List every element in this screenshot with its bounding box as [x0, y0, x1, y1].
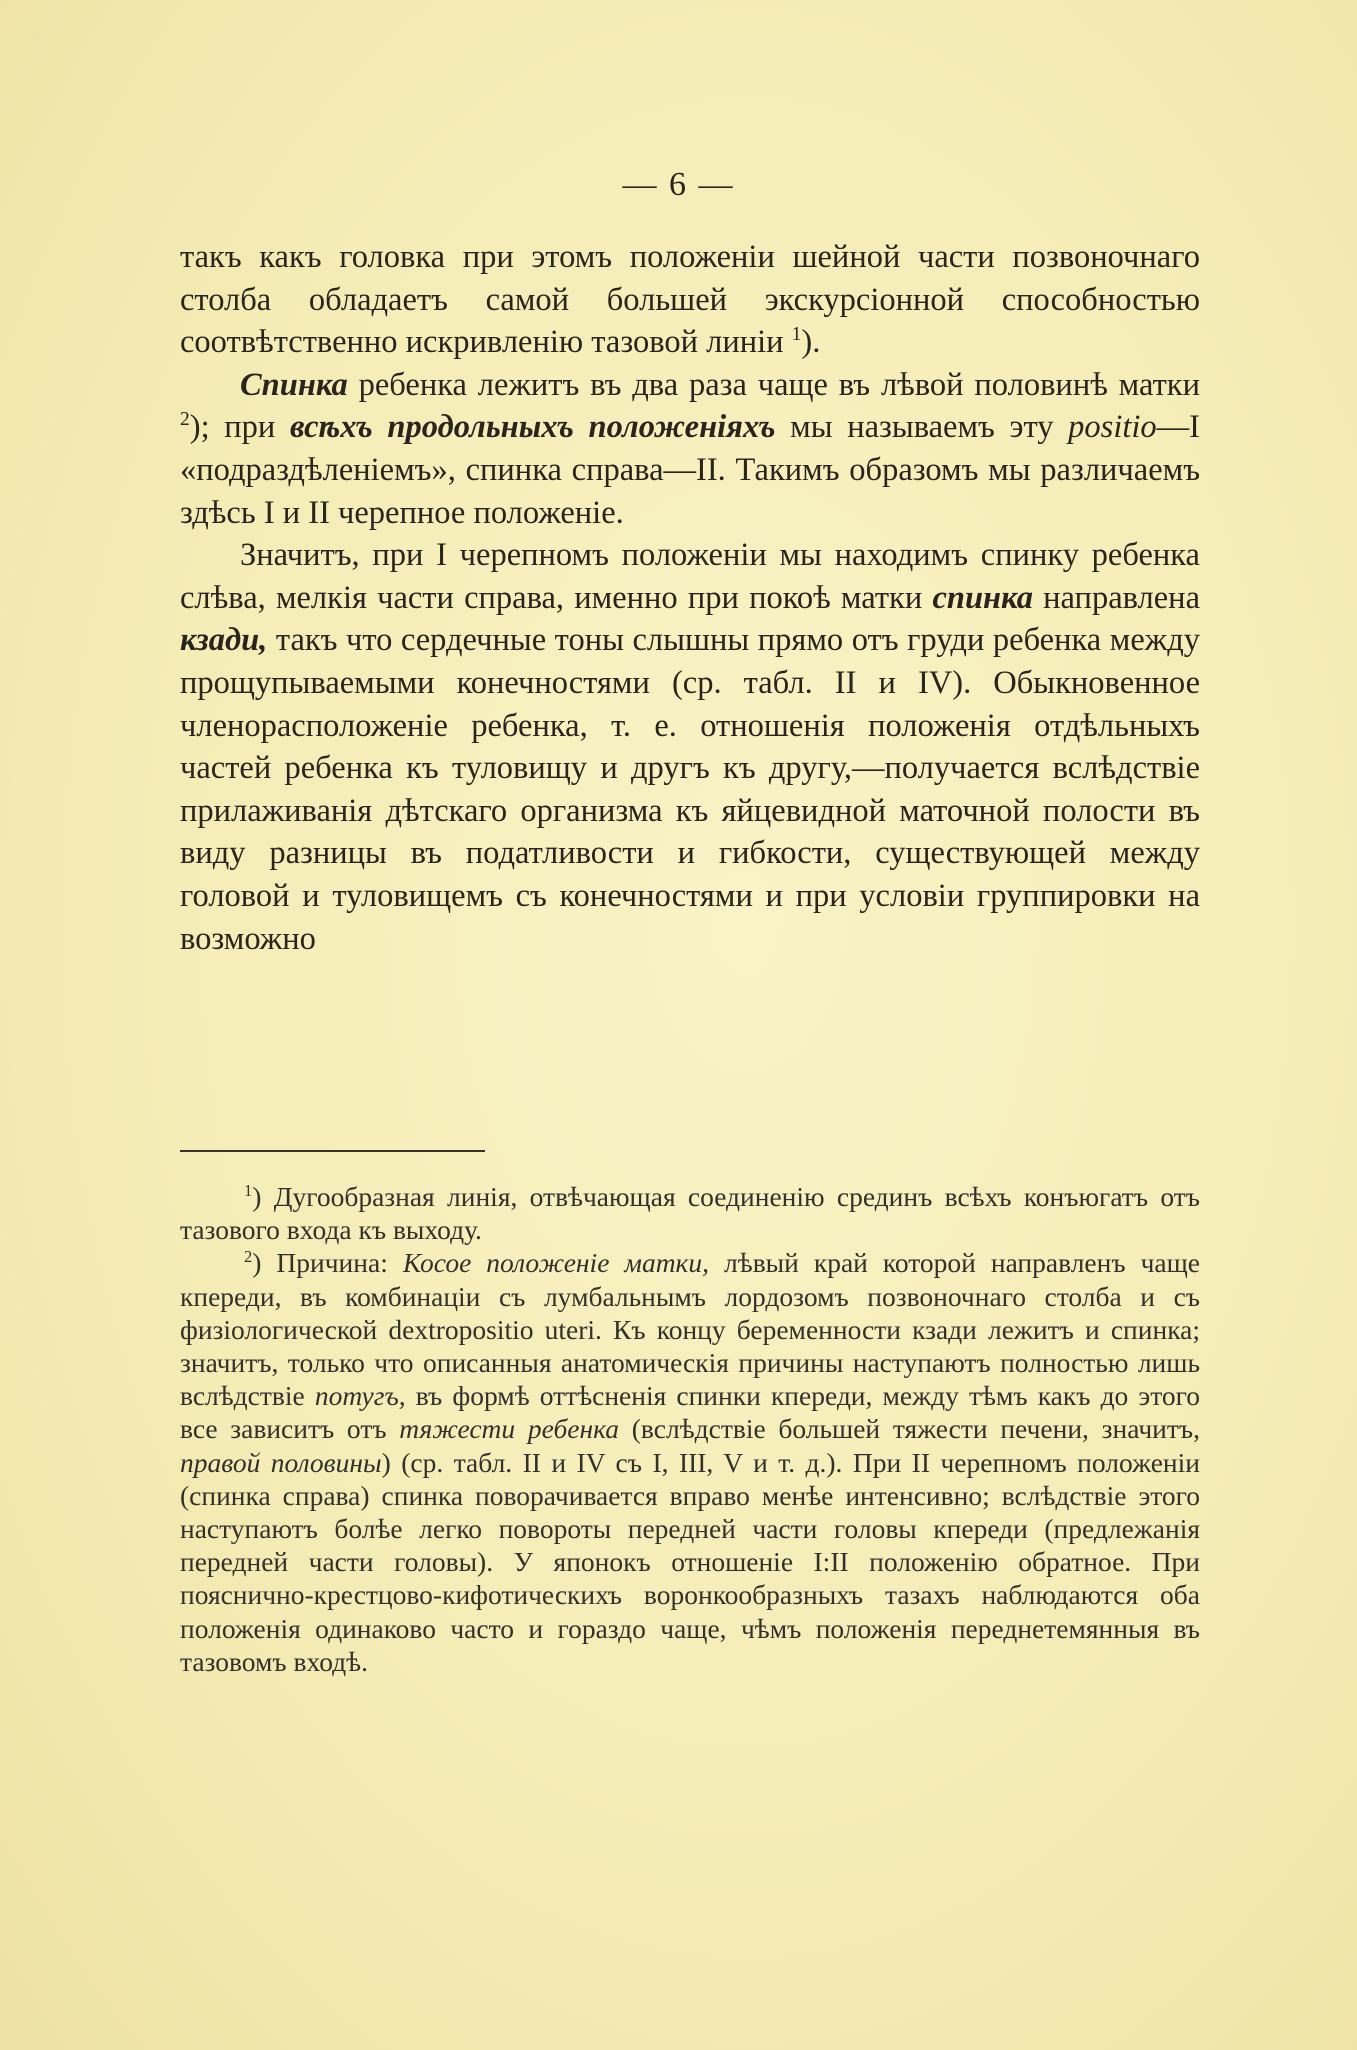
paragraph-1: [180, 236, 1200, 364]
footnote-ref-2: 2: [180, 409, 190, 431]
emphasis: кзади,: [180, 622, 268, 659]
footnote-divider: [180, 1150, 485, 1152]
text-run: лѣвый край которой направленъ чаще кпереди, въ комбинаціи съ лумбальнымъ лордозомъ позвоночнаго столба и съ физіологической: [180, 1247, 1200, 1345]
emphasis: Косое положеніе матки,: [402, 1247, 710, 1279]
text-run: —I «подраздѣленіемъ», спинка справа—II. Такимъ образомъ мы различаемъ здѣсь I и II черепное положеніе.: [180, 409, 1200, 531]
main-text: [180, 236, 1200, 960]
footnote-ref-1: 1: [791, 324, 802, 346]
text-run: ) Причина:: [252, 1247, 403, 1279]
emphasis: правой половины: [180, 1446, 382, 1478]
text-run: ) (ср. табл. II и IV съ I, III, V и т. д.). При II черепномъ положеніи (спинка справа) спинка поворачивается вправо менѣе интенсивно; вслѣдствіе этого наступаютъ болѣе легко повороты передней части головы кпереди (предлежанія передней части головы). У японокъ отношеніе I:II положенію обратное. При пояснично-крестцово-кифотическихъ воронкообразныхъ тазахъ наблюдаются оба положенія одинаково часто и гораздо чаще, чѣмъ положенія переднетемянныя въ тазовомъ входѣ.: [180, 1446, 1200, 1677]
footnote-2: [180, 1246, 1200, 1678]
page-number: — 6 —: [622, 166, 735, 203]
emphasis: Спинка: [240, 366, 348, 403]
footnote-mark: 1: [244, 1180, 253, 1200]
text-run: . Къ концу беременности кзади лежитъ и спинка; значитъ, только что описанныя анатомическія причины наступаютъ полностью лишь вслѣдствіе: [180, 1313, 1200, 1412]
text-run: такъ что сердечные тоны слышны прямо отъ груди ребенка между прощупываемыми конечностями (ср. табл. II и IV). Обыкновенное членорасположеніе ребенка, т. е. отношенія положенія отдѣльныхъ частей ребенка къ туловищу и другъ къ другу,—получается вслѣдствіе прилаживанія дѣтскаго организма къ яйцевидной маточной полости въ виду разницы въ податливости и гибкости, существующей между головой и туловищемъ съ конечностями и при условіи группировки на возможно: [180, 622, 1200, 957]
paragraph-2: [180, 364, 1200, 534]
text-run: ); при: [189, 409, 290, 446]
paragraph-3: [180, 534, 1200, 960]
footnote-mark: 2: [244, 1247, 253, 1267]
text-run: ).: [801, 324, 821, 361]
emphasis: потугъ,: [314, 1380, 406, 1412]
emphasis: тяжести ребенка: [399, 1413, 620, 1445]
text-run: направлена: [1032, 579, 1200, 616]
footnote-1: [180, 1180, 1200, 1246]
footnote-text: ) Дугообразная линія, отвѣчающая соединенію срединъ всѣхъ конъюгатъ отъ тазового входа къ выходу.: [180, 1181, 1200, 1246]
emphasis: positio: [1068, 409, 1157, 446]
emphasis: спинка: [932, 579, 1033, 616]
text-run: Значитъ, при I черепномъ положеніи мы находимъ спинку ребенка слѣва, мелкія части справа, именно при покоѣ матки: [180, 537, 1200, 616]
emphasis: всѣхъ продольныхъ положеніяхъ: [290, 409, 776, 446]
text-run: (вслѣдствіе большей тяжести печени, значитъ,: [619, 1413, 1200, 1445]
text-run: мы называемъ эту: [775, 409, 1069, 446]
footnotes: [180, 1180, 1200, 1678]
text-run: въ формѣ оттѣсненія спинки кпереди, между тѣмъ какъ до этого все зависитъ отъ: [180, 1380, 1200, 1445]
latin-term: dextropositio uteri: [388, 1313, 596, 1345]
text-run: ребенка лежитъ въ два раза чаще въ лѣвой половинѣ матки: [347, 366, 1200, 403]
text-run: такъ какъ головка при этомъ положеніи шейной части позвоночнаго столба обладаетъ самой большей экскурсіонной способностью соотвѣтственно искривленію тазовой линіи: [180, 239, 1200, 361]
